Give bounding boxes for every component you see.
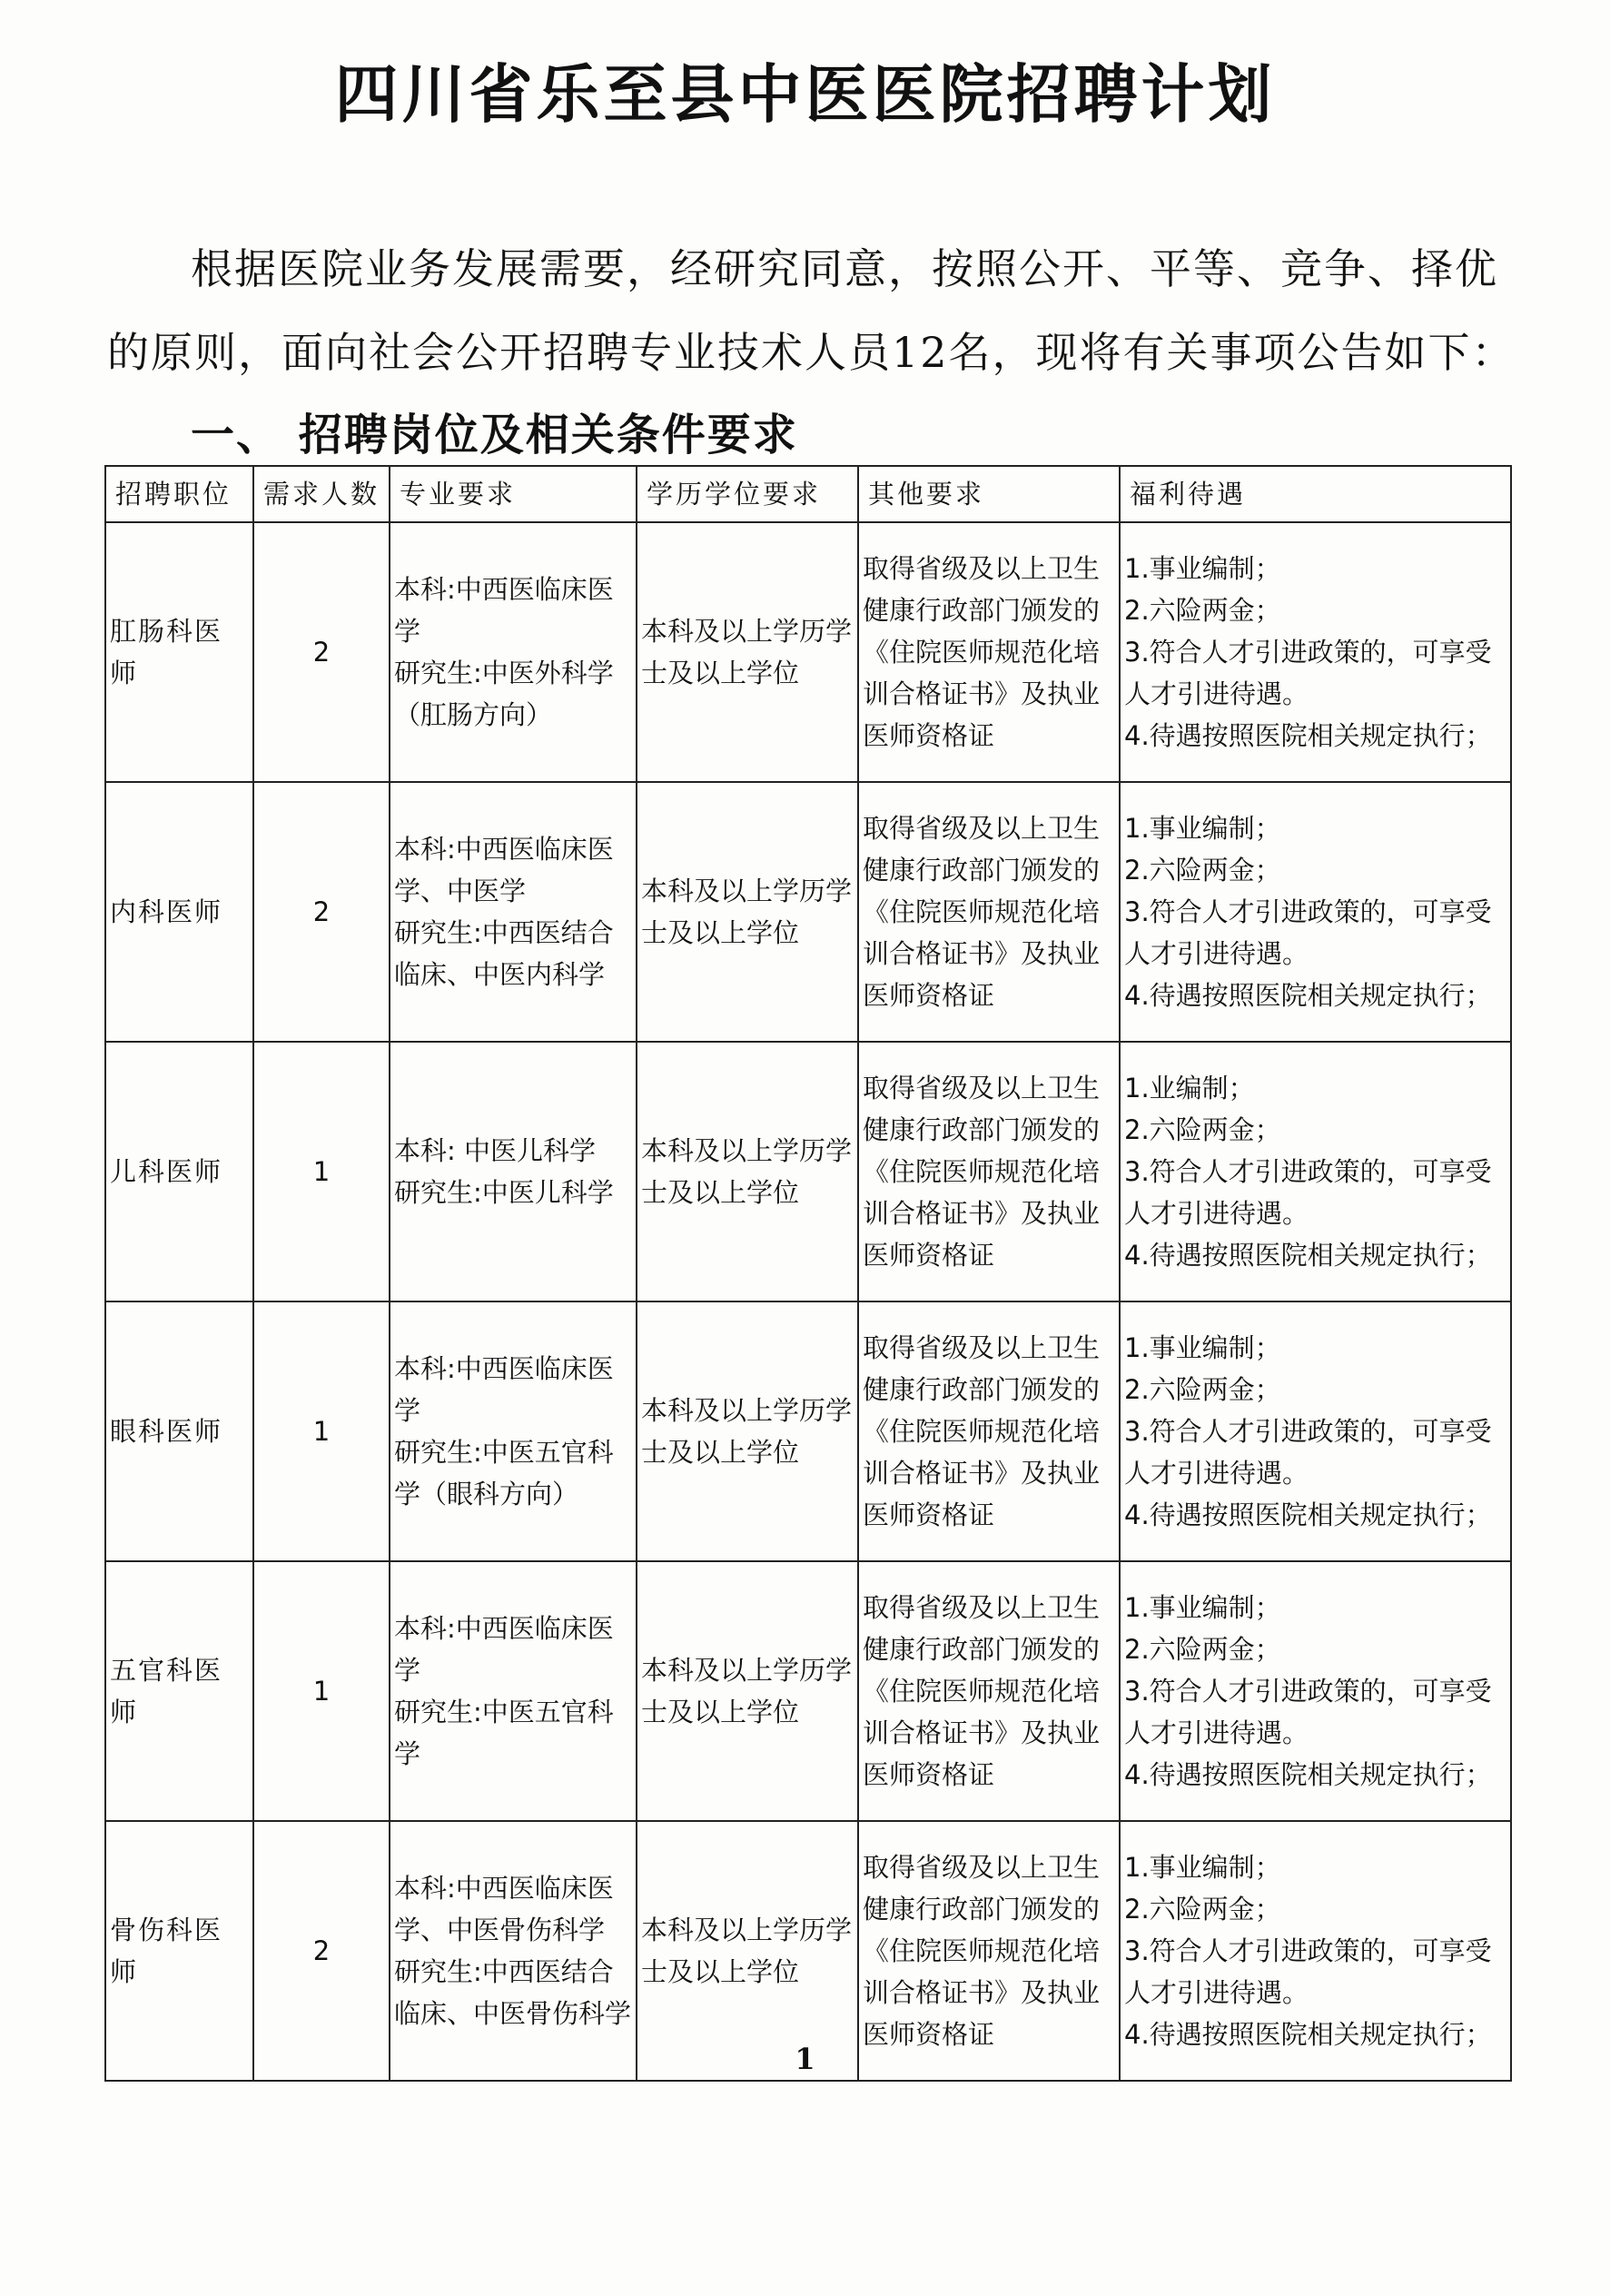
education-cell: 本科及以上学历学士及以上学位 bbox=[637, 1561, 858, 1821]
benefit-line: 2.六险两金； bbox=[1124, 1374, 1281, 1405]
benefit-line: 3.符合人才引进政策的，可享受人才引进待遇。 bbox=[1124, 1156, 1492, 1229]
page-number: 1 bbox=[795, 2042, 815, 2076]
benefit-line: 3.符合人才引进政策的，可享受人才引进待遇。 bbox=[1124, 896, 1492, 969]
position-cell: 肛肠科医师 bbox=[105, 522, 253, 782]
major-cell bbox=[390, 782, 637, 1042]
benefit-line: 1.事业编制； bbox=[1124, 1592, 1281, 1623]
table-row bbox=[105, 782, 1511, 1042]
other-requirements-cell: 取得省级及以上卫生健康行政部门颁发的《住院医师规范化培训合格证书》及执业医师资格证 bbox=[858, 1301, 1120, 1561]
benefit-line: 4.待遇按照医院相关规定执行； bbox=[1124, 1499, 1492, 1530]
benefit-line: 2.六险两金； bbox=[1124, 1114, 1281, 1145]
benefit-line: 2.六险两金； bbox=[1124, 595, 1281, 626]
position-cell: 内科医师 bbox=[105, 782, 253, 1042]
other-requirements-cell: 取得省级及以上卫生健康行政部门颁发的《住院医师规范化培训合格证书》及执业医师资格证 bbox=[858, 522, 1120, 782]
major-cell bbox=[390, 1561, 637, 1821]
major-line: 研究生:中西医结合临床、中医内科学 bbox=[394, 917, 614, 990]
benefit-line: 3.符合人才引进政策的，可享受人才引进待遇。 bbox=[1124, 637, 1492, 709]
header-education: 学历学位要求 bbox=[637, 466, 858, 522]
recruitment-table bbox=[104, 465, 1512, 2082]
count-cell: 1 bbox=[253, 1301, 390, 1561]
major-line: 研究生:中医五官科学（眼科方向） bbox=[394, 1437, 614, 1509]
benefit-line: 4.待遇按照医院相关规定执行； bbox=[1124, 1759, 1492, 1790]
education-cell: 本科及以上学历学士及以上学位 bbox=[637, 1821, 858, 2081]
major-cell bbox=[390, 522, 637, 782]
major-line: 本科:中西医临床医学、中医学 bbox=[394, 834, 614, 906]
major-line: 研究生:中医五官科学 bbox=[394, 1697, 614, 1769]
count-cell: 2 bbox=[253, 522, 390, 782]
position-cell: 五官科医师 bbox=[105, 1561, 253, 1821]
major-line: 本科: 中医儿科学 bbox=[394, 1135, 596, 1166]
intro-paragraph: 根据医院业务发展需要，经研究同意，按照公开、平等、竞争、择优的原则，面向社会公开招聘专业技术人员12名，现将有关事项公告如下： bbox=[107, 244, 1516, 377]
table-row bbox=[105, 1561, 1511, 1821]
education-cell: 本科及以上学历学士及以上学位 bbox=[637, 782, 858, 1042]
major-line: 本科:中西医临床医学、中医骨伤科学 bbox=[394, 1873, 614, 1945]
benefit-line: 1.事业编制； bbox=[1124, 1332, 1281, 1363]
other-requirements-cell: 取得省级及以上卫生健康行政部门颁发的《住院医师规范化培训合格证书》及执业医师资格证 bbox=[858, 1561, 1120, 1821]
benefit-line: 3.符合人才引进政策的，可享受人才引进待遇。 bbox=[1124, 1416, 1492, 1489]
major-cell bbox=[390, 1042, 637, 1301]
education-cell: 本科及以上学历学士及以上学位 bbox=[637, 522, 858, 782]
benefit-line: 3.符合人才引进政策的，可享受人才引进待遇。 bbox=[1124, 1935, 1492, 2008]
benefits-cell bbox=[1120, 1301, 1511, 1561]
major-line: 研究生:中西医结合临床、中医骨伤科学 bbox=[394, 1956, 632, 2029]
major-line: 研究生:中医外科学（肛肠方向） bbox=[394, 658, 614, 730]
benefits-cell bbox=[1120, 1561, 1511, 1821]
table-row bbox=[105, 1301, 1511, 1561]
benefit-line: 1.事业编制； bbox=[1124, 1852, 1281, 1883]
major-line: 本科:中西医临床医学 bbox=[394, 1613, 614, 1686]
position-cell: 骨伤科医师 bbox=[105, 1821, 253, 2081]
benefit-line: 3.符合人才引进政策的，可享受人才引进待遇。 bbox=[1124, 1676, 1492, 1748]
header-position: 招聘职位 bbox=[105, 466, 253, 522]
count-cell: 1 bbox=[253, 1561, 390, 1821]
major-line: 本科:中西医临床医学 bbox=[394, 1353, 614, 1426]
count-cell: 1 bbox=[253, 1042, 390, 1301]
position-cell: 儿科医师 bbox=[105, 1042, 253, 1301]
major-line: 本科:中西医临床医学 bbox=[394, 574, 614, 647]
benefit-line: 1.事业编制； bbox=[1124, 813, 1281, 844]
benefits-cell bbox=[1120, 522, 1511, 782]
education-cell: 本科及以上学历学士及以上学位 bbox=[637, 1301, 858, 1561]
benefit-line: 4.待遇按照医院相关规定执行； bbox=[1124, 2019, 1492, 2050]
benefits-cell bbox=[1120, 1042, 1511, 1301]
education-cell: 本科及以上学历学士及以上学位 bbox=[637, 1042, 858, 1301]
table-row bbox=[105, 522, 1511, 782]
benefit-line: 4.待遇按照医院相关规定执行； bbox=[1124, 720, 1492, 751]
major-cell bbox=[390, 1301, 637, 1561]
header-other: 其他要求 bbox=[858, 466, 1120, 522]
benefit-line: 1.事业编制； bbox=[1124, 553, 1281, 584]
header-major: 专业要求 bbox=[390, 466, 637, 522]
benefit-line: 4.待遇按照医院相关规定执行； bbox=[1124, 1240, 1492, 1271]
other-requirements-cell: 取得省级及以上卫生健康行政部门颁发的《住院医师规范化培训合格证书》及执业医师资格证 bbox=[858, 1042, 1120, 1301]
table-row bbox=[105, 1042, 1511, 1301]
benefit-line: 4.待遇按照医院相关规定执行； bbox=[1124, 980, 1492, 1011]
section-heading: 一、 招聘岗位及相关条件要求 bbox=[191, 410, 798, 460]
benefits-cell bbox=[1120, 782, 1511, 1042]
benefit-line: 2.六险两金； bbox=[1124, 855, 1281, 886]
document-title: 四川省乐至县中医医院招聘计划 bbox=[334, 57, 1276, 132]
count-cell: 2 bbox=[253, 1821, 390, 2081]
table-header-row bbox=[105, 466, 1511, 522]
other-requirements-cell: 取得省级及以上卫生健康行政部门颁发的《住院医师规范化培训合格证书》及执业医师资格证 bbox=[858, 1821, 1120, 2081]
count-cell: 2 bbox=[253, 782, 390, 1042]
benefit-line: 2.六险两金； bbox=[1124, 1894, 1281, 1925]
benefit-line: 2.六险两金； bbox=[1124, 1634, 1281, 1665]
header-count: 需求人数 bbox=[253, 466, 390, 522]
major-line: 研究生:中医儿科学 bbox=[394, 1177, 614, 1208]
benefit-line: 1.业编制； bbox=[1124, 1073, 1255, 1103]
header-benefits: 福利待遇 bbox=[1120, 466, 1511, 522]
position-cell: 眼科医师 bbox=[105, 1301, 253, 1561]
other-requirements-cell: 取得省级及以上卫生健康行政部门颁发的《住院医师规范化培训合格证书》及执业医师资格证 bbox=[858, 782, 1120, 1042]
